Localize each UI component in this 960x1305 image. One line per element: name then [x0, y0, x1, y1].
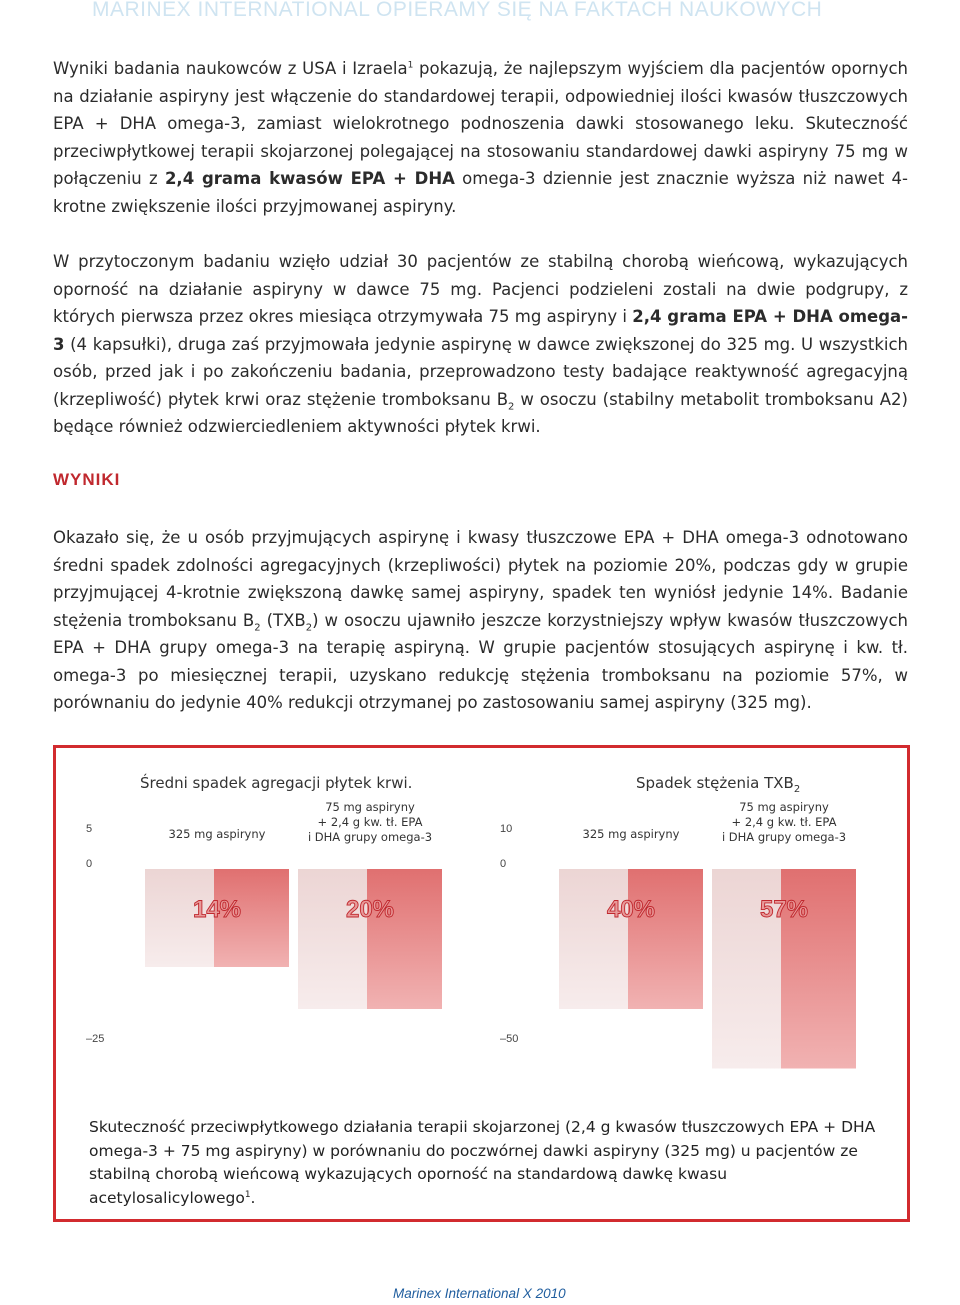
study-paragraph: W przytoczonym badaniu wzięło udział 30 pacjentów ze stabilną chorobą wieńcową, wykazujących oporność na działanie aspiryny w dawce 75 mg. Pacjenci podzieleni zostali na dwie podgrupy, z których pierwsza przez okres miesiąca otrzymywała 75 mg aspiryny i 2,4 grama EPA + DHA omega-3 (4 kapsułki), druga zaś przyjmowała jedynie aspirynę w dawce zwiększonej do 325 mg. U wszystkich osób, przed jak i po zakończeniu badania, przeprowadzono testy badające reaktywność agregacyjną (krzepliwość) płytek krwi oraz stężenie tromboksanu $B_2$ w osoczu (stabilny metabolit tromboksanu A2) będące również odzwierciedleniem aktywności płytek krwi. [53, 252, 909, 436]
category-label: + 2,4 g kw. tł. EPA [731, 815, 837, 829]
bar-data-label: 20% [345, 896, 395, 923]
y-tick-label: –25 [86, 1033, 105, 1045]
page-header: MARINEX INTERNATIONAL OPIERAMY SIĘ NA FAKTACH NAUKOWYCH [92, 0, 823, 21]
bar-right-segment [367, 869, 442, 1009]
category-label: 325 mg aspiryny [582, 827, 680, 841]
y-tick-label: 10 [500, 823, 513, 835]
category-label: i DHA grupy omega-3 [307, 830, 433, 844]
category-label: i DHA grupy omega-3 [721, 830, 847, 844]
bar-data-label: 14% [192, 896, 242, 923]
bar-left-segment [298, 869, 368, 1009]
category-label: 75 mg aspiryny [739, 800, 829, 814]
footer-text: Marinex International X 2010 [393, 1286, 566, 1301]
results-paragraph: Okazało się, że u osób przyjmujących aspirynę i kwasy tłuszczowe EPA + DHA omega-3 odnotowano średni spadek zdolności agregacyjnych (krzepliwości) płytek na poziomie 20%, podczas gdy w grupie przyjmującej 4-krotnie zwiększoną dawkę samej aspiryny, spadek ten wyniósł jedynie 14%. Badanie stężenia tromboksanu $B_2$ $(TXB_2)$ w osoczu ujawniło jeszcze korzystniejszy wpływ kwasów tłuszczowych EPA + DHA grupy omega-3 na terapię aspiryną. W grupie pacjentów stosujących aspirynę i kw. tł. omega-3 po miesięcznej terapii, uzyskano redukcję stężenia tromboksanu na poziomie 57%, w porównaniu do jedynie 40% redukcji otrzymanej po zastosowaniu samej aspiryny (325 mg). [53, 528, 909, 712]
bar-right-segment [628, 869, 703, 1009]
footnote-ref: 1 [407, 60, 414, 71]
y-tick-label: –50 [500, 1033, 519, 1045]
bar-left-segment [559, 869, 629, 1009]
bar-data-label: 40% [606, 896, 656, 923]
bar-data-label: 57% [759, 896, 809, 923]
category-label: 75 mg aspiryny [325, 800, 415, 814]
chart-frame [53, 745, 910, 1222]
intro-paragraph: Wyniki badania naukowców z USA i Izraela$^1$ pokazują, że najlepszym wyjściem dla pacjentów opornych na działanie aspiryny jest włączenie do standardowej terapii, odpowiedniej ilości kwasów tłuszczowych EPA + DHA omega-3, zamiast wielokrotnego podnoszenia dawki stosowanego leku. Skuteczność przeciwpłytkowej terapii skojarzonej polegającej na stosowaniu standardowej dawki aspiryny 75 mg w połączeniu z 2,4 grama kwasów EPA + DHA omega-3 dziennie jest znacznie wyższa niż nawet 4-krotne zwiększenie ilości przyjmowanej aspiryny. [53, 59, 909, 216]
y-tick-label: 0 [86, 858, 93, 870]
category-label: + 2,4 g kw. tł. EPA [317, 815, 423, 829]
y-tick-label: 0 [500, 858, 507, 870]
results-heading: WYNIKI [53, 470, 121, 489]
chart-caption: Skuteczność przeciwpłytkowego działania terapii skojarzonej (2,4 g kwasów tłuszczowych EPA + DHA omega-3 + 75 mg aspiryny) w porównaniu do poczwórnej dawki aspiryny (325 mg) u pacjentów ze stabilną chorobą wieńcową wykazujących oporność na standardową dawkę kwasu acetylosalicylowego$^1$. [89, 1118, 876, 1207]
chart-title: Spadek stężenia $TXB_2$ [636, 774, 801, 795]
chart-title: Średni spadek agregacji płytek krwi. [140, 774, 413, 792]
category-label: 325 mg aspiryny [168, 827, 266, 841]
y-tick-label: 5 [86, 823, 93, 835]
